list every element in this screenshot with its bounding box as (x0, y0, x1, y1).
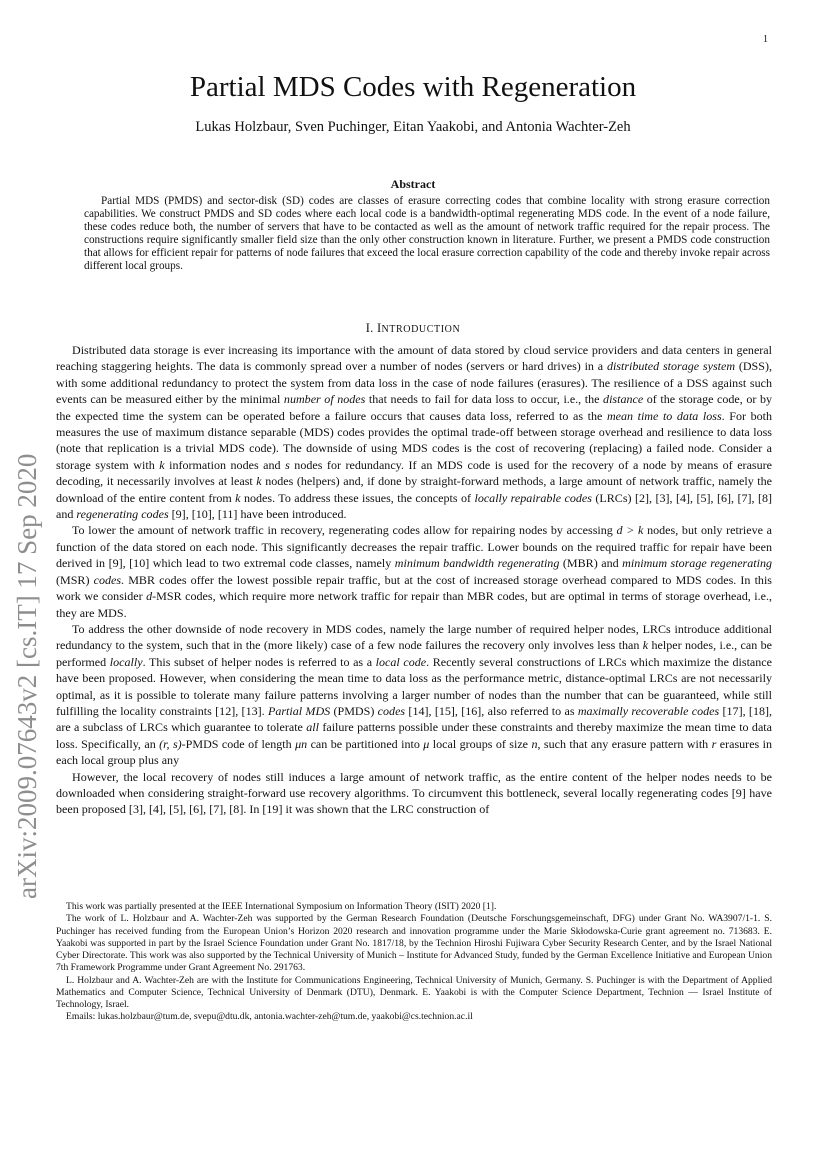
footnote-emails: Emails: lukas.holzbaur@tum.de, svepu@dtu.dk, antonia.wachter-zeh@tum.de, yaakobi@cs.technion.ac.il (66, 1011, 473, 1023)
author-list: Lukas Holzbaur, Sven Puchinger, Eitan Yaakobi, and Antonia Wachter-Zeh (195, 119, 631, 135)
section-heading (0, 321, 826, 336)
page-number: 1 (763, 34, 768, 45)
intro-paragraph-4: However, the local recovery of nodes still induces a large amount of network traffic, as the entire content of the helper nodes needs to be downloaded when considering straight-forward use recovery algorithms. To circumvent this bottleneck, several locally regenerating codes [9] have been proposed [3], [4], [5], [6], [7], [8]. In [19] it was shown that the LRC construction of (56, 769, 772, 817)
intro-paragraph-3: To address the other downside of node recovery in MDS codes, namely the large number of required helper nodes, LRCs introduce additional redundancy to the system, such that in the (more likely) case of a few node failures the recovery only involves less than k helper nodes, i.e., can be performed locally. This subset of helper nodes is referred to as a local code. Recently several constructions of LRCs which maximize the distance have been proposed. However, when considering the mean time to data loss as the performance metric, distance-optimal LRCs are not necessarily optimal, as it is possible to tolerate many failure patterns involving a larger number of nodes than the number that can be guaranteed, while still fulfilling the locality constraints [12], [13]. Partial MDS (PMDS) codes [14], [15], [16], also referred to as maximally recoverable codes [17], [18], are a subclass of LRCs which guarantee to tolerate all failure patterns possible under these constraints and thereby maximize the mean time to data loss. Specifically, an (r, s)-PMDS code of length μn can be partitioned into μ local groups of size n, such that any erasure pattern with r erasures in each local group plus any (56, 621, 773, 768)
footnote-affiliations: L. Holzbaur and A. Wachter-Zeh are with the Institute for Communications Engineering, Technical University of Munich, Germany. S. Puchinger is with the Department of Applied Mathematics and Computer Science, Technical University of Denmark (DTU), Denmark. E. Yaakobi is with the Computer Science Department, Technion — Israel Institute of Technology, Israel. (56, 974, 772, 1010)
section-number: I. (365, 321, 374, 335)
footnote-presentation: This work was partially presented at the IEEE International Symposium on Information Theory (ISIT) 2020 [1]. (66, 901, 497, 912)
section-title-rest: NTRODUCTION (381, 324, 461, 335)
introduction-body (56, 342, 772, 818)
abstract-body: Partial MDS (PMDS) and sector-disk (SD) codes are classes of erasure correcting codes that combine locality with strong erasure correction capabilities. We construct PMDS and SD codes where each local code is a bandwidth-optimal regenerating MDS code. In the event of a node failure, these codes reduce both, the number of servers that have to be contacted as well as the amount of network traffic required for the repair process. The constructions require significantly smaller field size than the only other construction known in literature. Further, we present a PMDS code construction that allows for efficient repair for patterns of node failures that exceed the local erasure correction capability of the code and thereby invoke repair across different local groups. (84, 195, 770, 272)
intro-paragraph-1: Distributed data storage is ever increasing its importance with the amount of data stored by cloud service providers and data centers in general reaching staggering heights. The data is commonly spread over a number of nodes (servers or hard drives) in a distributed storage system (DSS), with some additional redundancy to protect the system from data loss in the case of node failures (erasures). The resilience of a DSS against such events can be measured either by the minimal number of nodes that needs to fail for data loss to occur, i.e., the distance of the storage code, or by the expected time the system can be operated before a failure occurs that causes data loss, referred to as the mean time to data loss. For both measures the use of maximum distance separable (MDS) codes provides the optimal trade-off between storage overhead and resilience to data loss (note that replication is a trivial MDS code). The downside of using MDS codes is the cost of recovering (replacing) a failed node. Consider a storage system with k information nodes and s nodes for redundancy. If an MDS code is used for the recovery of a node by means of erasure decoding, it necessarily involves at least k nodes (helpers) and, if done by straight-forward methods, a large amount of network traffic, namely the download of the entire content from k nodes. To address these issues, the concepts of locally repairable codes (LRCs) [2], [3], [4], [5], [6], [7], [8] and regenerating codes [9], [10], [11] have been introduced. (56, 343, 773, 522)
section-title-initial: I (377, 321, 382, 335)
intro-paragraph-2: To lower the amount of network traffic in recovery, regenerating codes allow for repairing nodes by accessing d > k nodes, but only retrieve a function of the data stored on each node. This significantly decreases the repair traffic. Lower bounds on the required traffic for repair have been derived in [9], [10] which lead to two extremal code classes, namely minimum bandwidth regenerating (MBR) and minimum storage regenerating (MSR) codes. MBR codes offer the lowest possible repair traffic, but at the cost of increased storage overhead compared to MDS codes. In this work we consider d-MSR codes, which require more network traffic for repair than MBR codes, but are optimal in terms of storage overhead, i.e., they are MDS. (56, 523, 773, 620)
footnotes (56, 901, 772, 1024)
arxiv-identifier: arXiv:2009.07643v2 [cs.IT] 17 Sep 2020 (12, 453, 42, 899)
paper-title: Partial MDS Codes with Regeneration (189, 71, 637, 103)
abstract-heading: Abstract (390, 177, 436, 191)
footnote-funding: The work of L. Holzbaur and A. Wachter-Zeh was supported by the German Research Foundation (Deutsche Forschungsgemeinschaft, DFG) under Grant No. WA3907/1-1. S. Puchinger has received funding from the European Union’s Horizon 2020 research and innovation programme under the Marie Skłodowska-Curie grant agreement no. 713683. E. Yaakobi was supported in part by the Israel Science Foundation under Grant No. 1817/18, by the Technion Hiroshi Fujiwara Cyber Security Research Center, and by the Israel National Cyber Directorate. This work was also supported by the Technical University of Munich – Institute for Advanced Study, funded by the German Excellence Initiative and European Union 7th Framework Programme under Grant Agreement No. 291763. (56, 913, 772, 974)
